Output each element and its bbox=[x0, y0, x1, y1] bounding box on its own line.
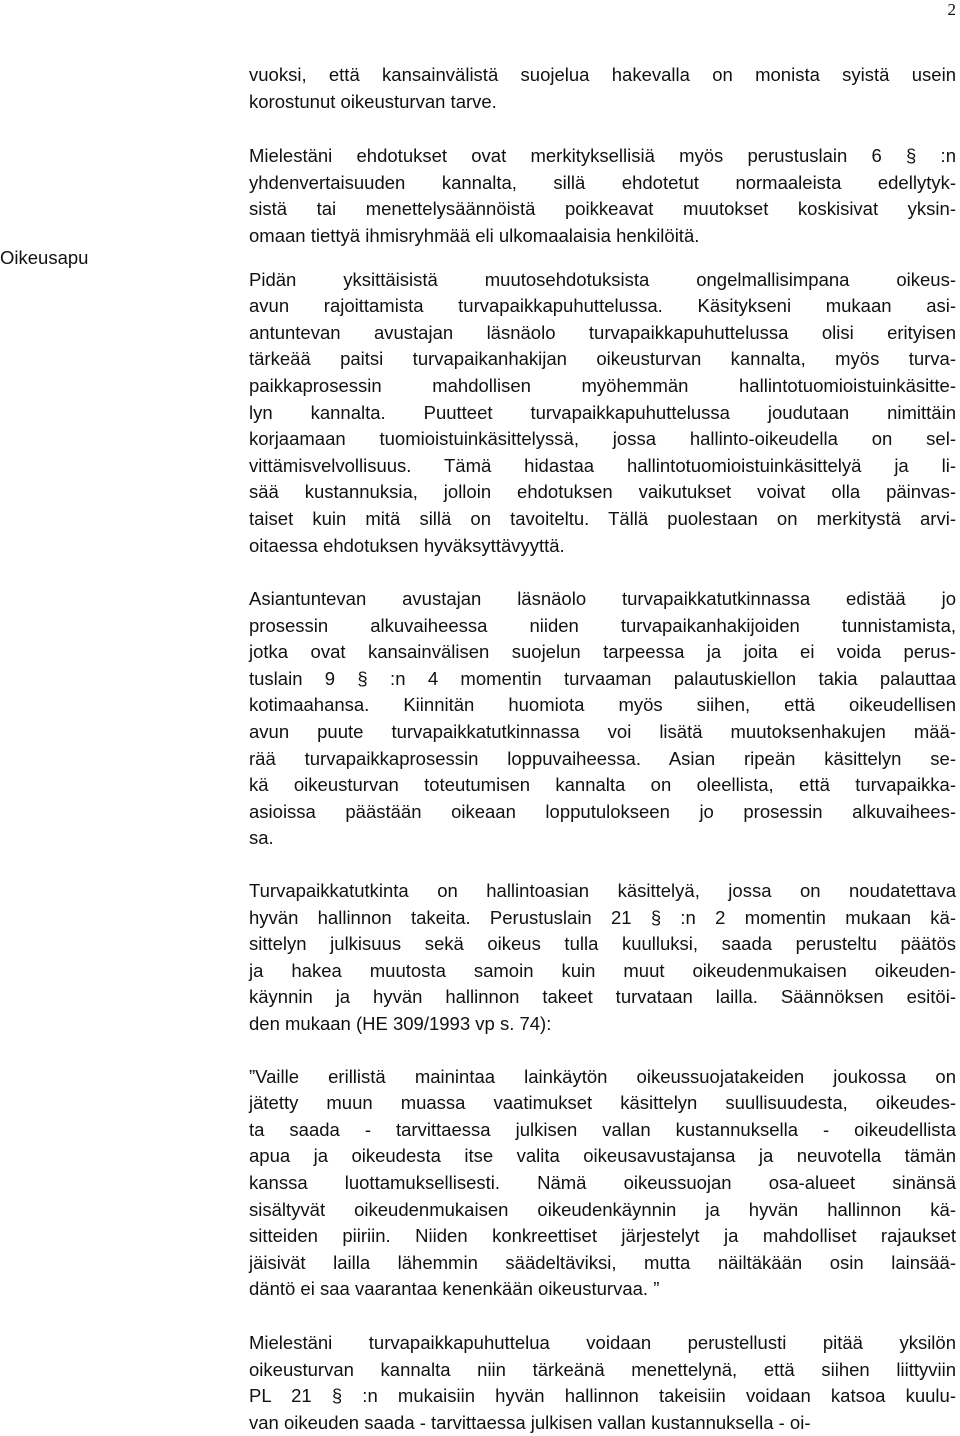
text-line: prosessin alkuvaiheessa niiden turvapaikanhakijoiden tunnistamista, bbox=[249, 614, 956, 636]
text-line: vittämisvelvollisuus. Tämä hidastaa hallintotuomioistuinkäsittelyä ja li- bbox=[249, 454, 956, 476]
text-line: Mielestäni ehdotukset ovat merkityksellisiä myös perustuslain 6 § :n bbox=[249, 145, 956, 167]
text-line: oitaessa ehdotuksen hyväksyttävyyttä. bbox=[249, 534, 565, 556]
text-line: apua ja oikeudesta itse valita oikeusavustajansa ja neuvotella tämän bbox=[249, 1145, 956, 1167]
text-line: rää turvapaikkaprosessin loppuvaiheessa. Asian ripeän käsittelyn se- bbox=[249, 747, 956, 769]
side-heading-oikeusapu: Oikeusapu bbox=[0, 247, 89, 268]
paragraph-1 bbox=[249, 62, 956, 115]
text-line: lyn kannalta. Puutteet turvapaikkapuhuttelussa joudutaan nimittäin bbox=[249, 401, 956, 423]
text-line: asioissa päästään oikeaan lopputulokseen jo prosessin alkuvaihees- bbox=[249, 800, 956, 822]
page-number: 2 bbox=[947, 0, 956, 19]
body-text-column bbox=[249, 62, 956, 1436]
text-line: sistä tai menettelysäännöistä poikkeavat muutokset koskisivat yksin- bbox=[249, 198, 956, 220]
text-line: omaan tiettyä ihmisryhmää eli ulkomaalaisia henkilöitä. bbox=[249, 224, 700, 246]
text-line: Mielestäni turvapaikkapuhuttelua voidaan perustellusti pitää yksilön bbox=[249, 1331, 956, 1353]
text-line: sitteiden piiriin. Niiden konkreettiset järjestelyt ja mahdolliset rajaukset bbox=[249, 1225, 956, 1247]
text-line: kanssa luottamuksellisesti. Nämä oikeussuojan osa-alueet sinänsä bbox=[249, 1171, 956, 1193]
text-line: Turvapaikkatutkinta on hallintoasian käsittelyä, jossa on noudatettava bbox=[249, 880, 956, 902]
paragraph-7 bbox=[249, 1330, 956, 1436]
text-line: korjaamaan tuomioistuinkäsittelyssä, jossa hallinto-oikeudella on sel- bbox=[249, 428, 956, 450]
paragraph-5 bbox=[249, 878, 956, 1038]
paragraph-4 bbox=[249, 586, 956, 852]
text-line: den mukaan (HE 309/1993 vp s. 74): bbox=[249, 1013, 552, 1034]
text-line: kä oikeusturvan toteutumisen kannalta on oleellista, että turvapaikka- bbox=[249, 774, 956, 796]
text-line: ”Vaille erillistä mainintaa lainkäytön oikeussuojatakeiden joukossa on bbox=[249, 1065, 956, 1087]
text-line: PL 21 § :n mukaisiin hyvän hallinnon takeisiin voidaan katsoa kuulu- bbox=[249, 1385, 956, 1407]
text-line: antuntevan avustajan läsnäolo turvapaikkapuhuttelussa olisi erityisen bbox=[249, 321, 956, 343]
text-line: jotka ovat kansainvälisen suojelun tarpeessa ja joita ei voida perus- bbox=[249, 641, 956, 663]
text-line: vuoksi, että kansainvälistä suojelua hakevalla on monista syistä usein bbox=[249, 64, 956, 85]
text-line: oikeusturvan kannalta niin tärkeänä menettelynä, että siihen liittyviin bbox=[249, 1358, 956, 1380]
text-line: sittelyn julkisuus sekä oikeus tulla kuulluksi, saada perusteltu päätös bbox=[249, 933, 956, 955]
text-line: käynnin ja hyvän hallinnon takeet turvataan lailla. Säännöksen esitöi- bbox=[249, 986, 956, 1008]
text-line: jäisivät lailla lähemmin säädeltäviksi, mutta näiltäkään osin lainsää- bbox=[249, 1251, 956, 1273]
text-line: Asiantuntevan avustajan läsnäolo turvapaikkatutkinnassa edistää jo bbox=[249, 588, 956, 610]
text-line: ja hakea muutosta samoin kuin muut oikeudenmukaisen oikeuden- bbox=[249, 959, 956, 981]
text-line: korostunut oikeusturvan tarve. bbox=[249, 90, 497, 112]
text-line: van oikeuden saada - tarvittaessa julkisen vallan kustannuksella - oi- bbox=[249, 1411, 811, 1433]
text-line: ta saada - tarvittaessa julkisen vallan kustannuksella - oikeudellista bbox=[249, 1118, 956, 1140]
text-line: Pidän yksittäisistä muutosehdotuksista ongelmallisimpana oikeus- bbox=[249, 268, 956, 290]
text-line: däntö ei saa vaarantaa kenenkään oikeusturvaa. ” bbox=[249, 1278, 660, 1300]
text-line: jätetty muun muassa vaatimukset käsittelyn suullisuudesta, oikeudes- bbox=[249, 1092, 956, 1114]
text-line: kotimaahansa. Kiinnitän huomiota myös siihen, että oikeudellisen bbox=[249, 694, 956, 716]
text-line: sisältyvät oikeudenmukaisen oikeudenkäynnin ja hyvän hallinnon kä- bbox=[249, 1198, 956, 1220]
paragraph-6-quote bbox=[249, 1064, 956, 1303]
paragraph-2 bbox=[249, 143, 956, 249]
text-line: avun rajoittamista turvapaikkapuhuttelussa. Käsitykseni mukaan asi- bbox=[249, 295, 956, 317]
text-line: avun puute turvapaikkatutkinnassa voi lisätä muutoksenhakujen mää- bbox=[249, 721, 956, 743]
text-line: taiset kuin mitä sillä on tavoiteltu. Tällä puolestaan on merkitystä arvi- bbox=[249, 507, 956, 529]
text-line: tuslain 9 § :n 4 momentin turvaaman palautuskiellon takia palauttaa bbox=[249, 667, 956, 689]
text-line: sää kustannuksia, jolloin ehdotuksen vaikutukset voivat olla päinvas- bbox=[249, 481, 956, 503]
text-line: tärkeää paitsi turvapaikanhakijan oikeusturvan kannalta, myös turva- bbox=[249, 348, 956, 370]
text-line: yhdenvertaisuuden kannalta, sillä ehdotetut normaaleista edellytyk- bbox=[249, 171, 956, 193]
paragraph-3 bbox=[249, 267, 956, 560]
text-line: sa. bbox=[249, 827, 274, 849]
text-line: hyvän hallinnon takeita. Perustuslain 21 § :n 2 momentin mukaan kä- bbox=[249, 906, 956, 928]
text-line: paikkaprosessin mahdollisen myöhemmän hallintotuomioistuinkäsitte- bbox=[249, 374, 956, 396]
